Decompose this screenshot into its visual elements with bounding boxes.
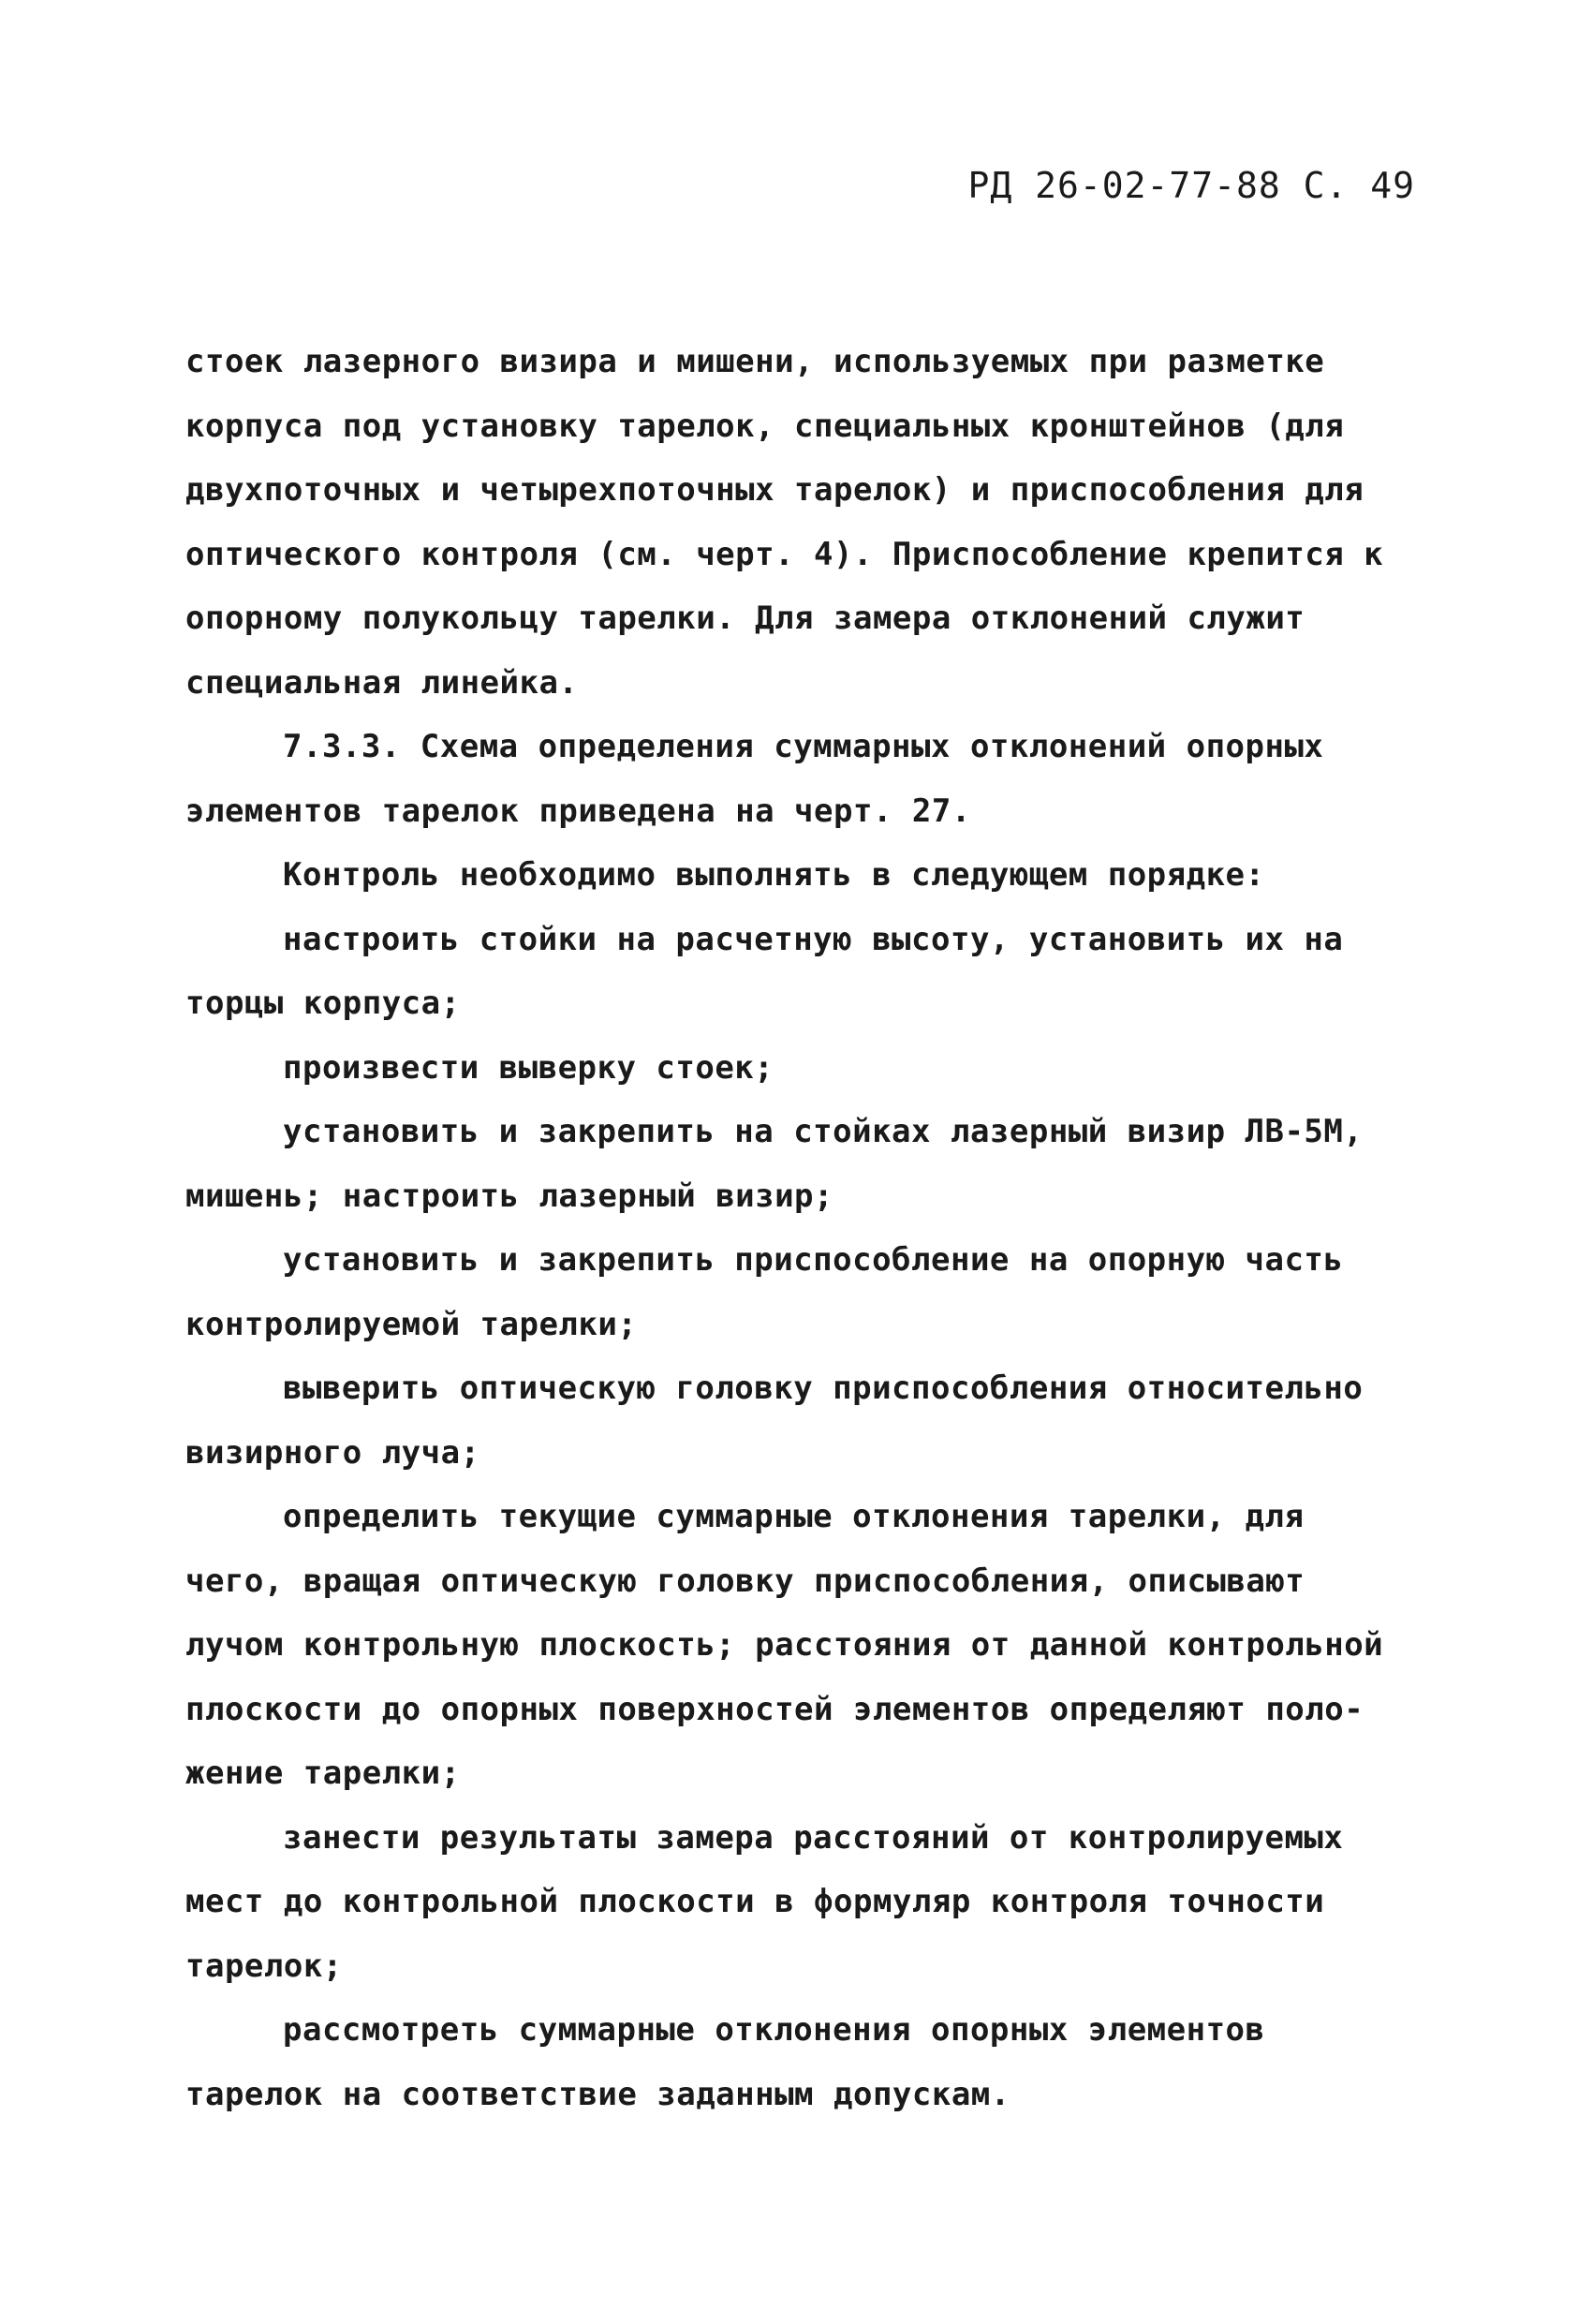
text-line: визирного луча;: [185, 1433, 480, 1472]
text-line: занести результаты замера расстояний от контролируемых: [283, 1818, 1344, 1857]
text-line: опорному полукольцу тарелки. Для замера отклонений служит: [185, 600, 1305, 637]
text-line: установить и закрепить приспособление на опорную часть: [283, 1241, 1344, 1279]
text-line: элементов тарелок приведена на черт. 27.: [185, 792, 971, 830]
text-line: оптического контроля (см. черт. 4). Приспособление крепится к: [185, 535, 1384, 573]
text-line: тарелок на соответствие заданным допускам.: [185, 2075, 1010, 2113]
body-text: [185, 330, 1422, 2126]
text-line: торцы корпуса;: [185, 984, 461, 1022]
text-line: корпуса под установку тарелок, специальных кронштейнов (для: [185, 407, 1345, 445]
text-line: тарелок;: [185, 1947, 343, 1985]
text-line: произвести выверку стоек;: [283, 1048, 774, 1087]
text-line: мишень; настроить лазерный визир;: [185, 1177, 834, 1215]
text-line: установить и закрепить на стойках лазерный визир ЛВ-5М,: [283, 1113, 1364, 1150]
text-line: контролируемой тарелки;: [185, 1305, 638, 1343]
text-line: 7.3.3. Схема определения суммарных отклонений опорных: [283, 728, 1324, 765]
text-line: определить текущие суммарные отклонения тарелки, для: [283, 1498, 1305, 1535]
text-line: рассмотреть суммарные отклонения опорных элементов: [283, 2011, 1265, 2049]
text-line: специальная линейка.: [185, 663, 579, 702]
text-line: плоскости до опорных поверхностей элементов определяют поло-: [185, 1690, 1364, 1728]
text-line: выверить оптическую головку приспособления относительно: [283, 1369, 1364, 1407]
text-line: жение тарелки;: [185, 1754, 461, 1792]
text-line: мест до контрольной плоскости в формуляр контроля точности: [185, 1883, 1325, 1920]
text-line: настроить стойки на расчетную высоту, установить их на: [283, 920, 1344, 958]
page-header-doc-ref: РД 26-02-77-88 С. 49: [967, 165, 1415, 206]
text-line: Контроль необходимо выполнять в следующем порядке:: [283, 856, 1265, 894]
text-line: стоек лазерного визира и мишени, используемых при разметке: [185, 343, 1325, 380]
text-line: двухпоточных и четырехпоточных тарелок) и приспособления для: [185, 471, 1364, 509]
text-line: чего, вращая оптическую головку приспособления, описывают: [185, 1562, 1305, 1600]
text-line: лучом контрольную плоскость; расстояния от данной контрольной: [185, 1626, 1384, 1664]
